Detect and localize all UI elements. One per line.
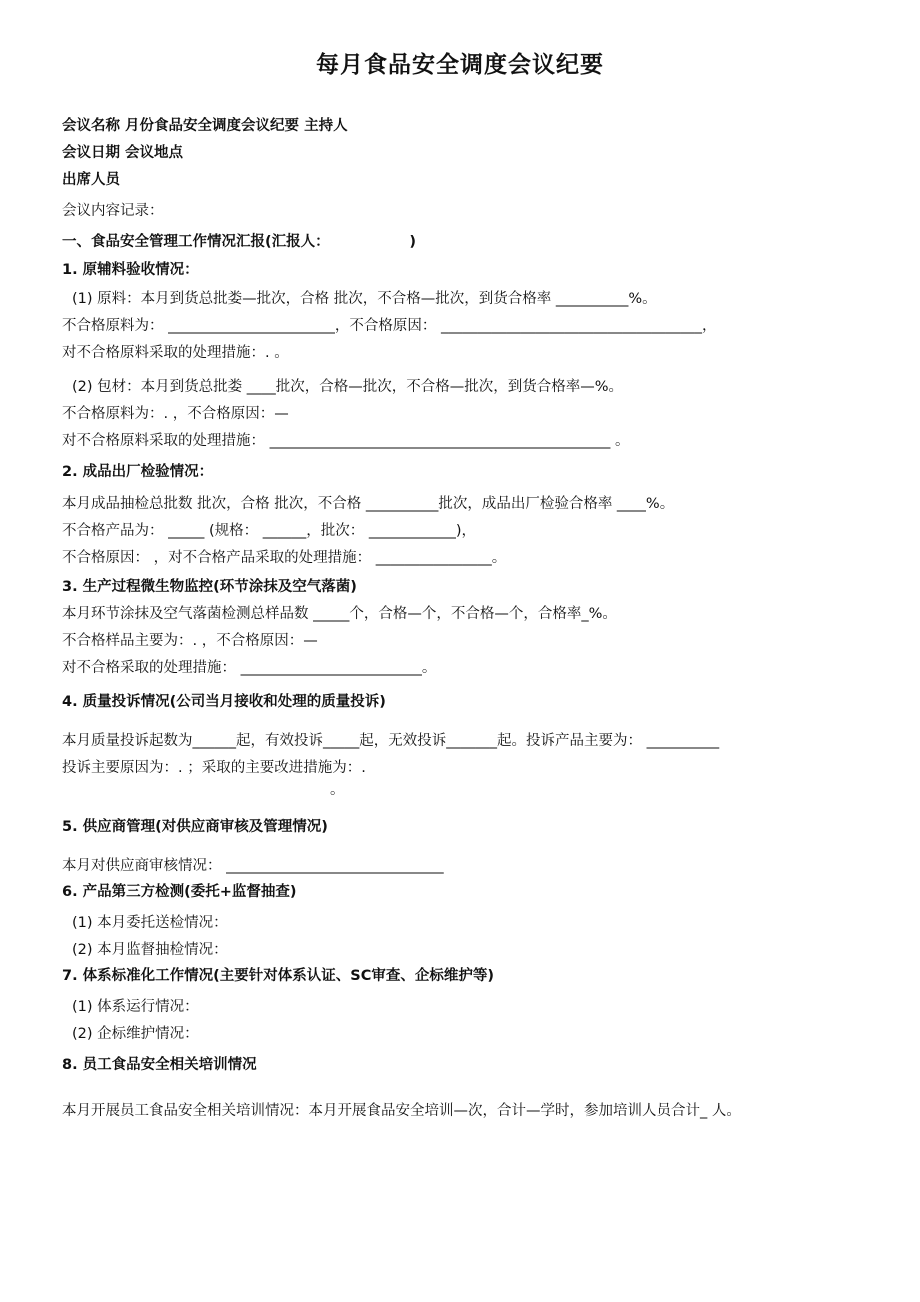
system-operation-line: (1) 体系运行情况： <box>72 999 199 1015</box>
packaging-reject-line: 不合格原料为：. ，不合格原因：— <box>62 406 289 422</box>
page-title: 每月食品安全调度会议纪要 <box>316 52 604 78</box>
complaint-end-mark: 。 <box>330 782 345 798</box>
raw-material-line: (1) 原料：本月到货总批娄—批次，合格 批次，不合格—批次，到货合格率 __________%。 <box>72 291 657 307</box>
complaint-count-line: 本月质量投诉起数为______起，有效投诉_____起，无效投诉_______起。投诉产品主要为： __________ <box>62 733 720 749</box>
attendees-line: 出席人员 <box>62 172 120 188</box>
section8-heading: 8. 员工食品安全相关培训情况 <box>62 1057 257 1073</box>
section6-heading: 6. 产品第三方检测(委托+监督抽查) <box>62 884 297 900</box>
supervision-test-line: (2) 本月监督抽检情况： <box>72 942 228 958</box>
micro-measure-line: 对不合格采取的处理措施： _________________________。 <box>62 660 437 676</box>
product-reason-line: 不合格原因： ，对不合格产品采取的处理措施： ________________。 <box>62 550 507 566</box>
raw-material-measure-line: 对不合格原料采取的处理措施：. 。 <box>62 345 289 361</box>
micro-reject-line: 不合格样品主要为：. ，不合格原因：— <box>62 633 318 649</box>
raw-material-reject-line: 不合格原料为： _______________________，不合格原因： ____________________________________， <box>62 318 717 334</box>
supplier-audit-line: 本月对供应商审核情况： ______________________________ <box>62 858 444 874</box>
meeting-name-line: 会议名称 月份食品安全调度会议纪要 主持人 <box>62 118 348 134</box>
training-line: 本月开展员工食品安全相关培训情况：本月开展食品安全培训—次，合计—学时，参加培训人员合计_ 人。 <box>62 1103 741 1119</box>
packaging-line: (2) 包材：本月到货总批娄 ____批次，合格—批次，不合格—批次，到货合格率—%。 <box>72 379 624 395</box>
section4-heading: 4. 质量投诉情况(公司当月接收和处理的质量投诉) <box>62 694 386 710</box>
section5-heading: 5. 供应商管理(对供应商审核及管理情况) <box>62 819 328 835</box>
content-record-label: 会议内容记录： <box>62 203 164 219</box>
micro-test-line: 本月环节涂抹及空气落菌检测总样品数 _____个，合格—个，不合格—个，合格率_%。 <box>62 606 617 622</box>
packaging-measure-line: 对不合格原料采取的处理措施： _______________________________________________ 。 <box>62 433 630 449</box>
commissioned-test-line: (1) 本月委托送检情况： <box>72 915 228 931</box>
standard-maintenance-line: (2) 企标维护情况： <box>72 1026 199 1042</box>
section2-heading: 2. 成品出厂检验情况： <box>62 464 214 480</box>
product-inspection-line: 本月成品抽检总批数 批次，合格 批次，不合格 __________批次，成品出厂检验合格率 ____%。 <box>62 496 675 512</box>
section3-heading: 3. 生产过程微生物监控(环节涂抹及空气落菌) <box>62 579 357 595</box>
part1-heading: 一、食品安全管理工作情况汇报(汇报人： ) <box>62 234 417 250</box>
section1-heading: 1. 原辅料验收情况： <box>62 262 199 278</box>
product-reject-line: 不合格产品为： _____ (规格： ______，批次： ____________)， <box>62 523 476 539</box>
complaint-reason-line: 投诉主要原因为：. ；采取的主要改进措施为：. <box>62 760 366 776</box>
meeting-date-line: 会议日期 会议地点 <box>62 145 184 161</box>
section7-heading: 7. 体系标准化工作情况(主要针对体系认证、SC审查、企标维护等) <box>62 968 494 984</box>
